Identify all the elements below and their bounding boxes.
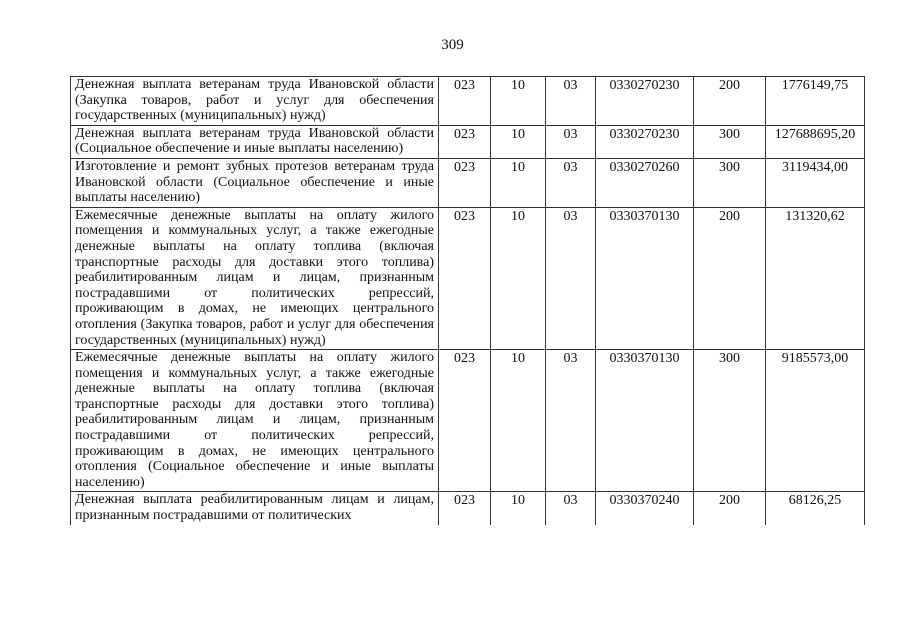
section-code: 10 bbox=[491, 125, 546, 158]
ministry-code: 023 bbox=[439, 158, 491, 207]
section-code: 10 bbox=[491, 350, 546, 492]
expense-name: Денежная выплата реабилитированным лицам и лицам, признанным пострадавшими от политических bbox=[71, 492, 439, 526]
ministry-code: 023 bbox=[439, 125, 491, 158]
subsection-code: 03 bbox=[546, 77, 596, 126]
target-article-code: 0330270230 bbox=[596, 125, 694, 158]
amount: 3119434,00 bbox=[766, 158, 865, 207]
subsection-code: 03 bbox=[546, 207, 596, 349]
table-row bbox=[71, 492, 865, 526]
expense-name: Ежемесячные денежные выплаты на оплату жилого помещения и коммунальных услуг, а также ежегодные денежные выплаты на оплату топлива (включая транспортные расходы для доставки этого топлива) реабилитированным лицам и лицам, признанным пострадавшими от политических репрессий, проживающим в домах, не имеющих центрального отопления (Закупка товаров, работ и услуг для обеспечения государственных (муниципальных) нужд) bbox=[71, 207, 439, 349]
table-row bbox=[71, 350, 865, 492]
subsection-code: 03 bbox=[546, 158, 596, 207]
expense-type-code: 300 bbox=[694, 350, 766, 492]
section-code: 10 bbox=[491, 158, 546, 207]
ministry-code: 023 bbox=[439, 350, 491, 492]
ministry-code: 023 bbox=[439, 207, 491, 349]
expense-name: Изготовление и ремонт зубных протезов ветеранам труда Ивановской области (Социальное обеспечение и иные выплаты населению) bbox=[71, 158, 439, 207]
section-code: 10 bbox=[491, 492, 546, 526]
amount: 9185573,00 bbox=[766, 350, 865, 492]
amount: 1776149,75 bbox=[766, 77, 865, 126]
page-number: 309 bbox=[441, 37, 464, 53]
table-row bbox=[71, 77, 865, 126]
expense-type-code: 200 bbox=[694, 77, 766, 126]
section-code: 10 bbox=[491, 77, 546, 126]
amount: 131320,62 bbox=[766, 207, 865, 349]
ministry-code: 023 bbox=[439, 492, 491, 526]
amount: 68126,25 bbox=[766, 492, 865, 526]
expense-name: Денежная выплата ветеранам труда Ивановской области (Закупка товаров, работ и услуг для обеспечения государственных (муниципальных) нужд) bbox=[71, 77, 439, 126]
subsection-code: 03 bbox=[546, 492, 596, 526]
table-row bbox=[71, 207, 865, 349]
amount: 127688695,20 bbox=[766, 125, 865, 158]
target-article-code: 0330270260 bbox=[596, 158, 694, 207]
expense-type-code: 200 bbox=[694, 492, 766, 526]
ministry-code: 023 bbox=[439, 77, 491, 126]
expense-type-code: 300 bbox=[694, 158, 766, 207]
target-article-code: 0330370240 bbox=[596, 492, 694, 526]
budget-table bbox=[70, 76, 865, 525]
target-article-code: 0330270230 bbox=[596, 77, 694, 126]
expense-name: Ежемесячные денежные выплаты на оплату жилого помещения и коммунальных услуг, а также ежегодные денежные выплаты на оплату топлива (включая транспортные расходы для доставки этого топлива) реабилитированным лицам и лицам, признанным пострадавшими от политических репрессий, проживающим в домах, не имеющих центрального отопления (Социальное обеспечение и иные выплаты населению) bbox=[71, 350, 439, 492]
section-code: 10 bbox=[491, 207, 546, 349]
subsection-code: 03 bbox=[546, 125, 596, 158]
expense-type-code: 300 bbox=[694, 125, 766, 158]
target-article-code: 0330370130 bbox=[596, 207, 694, 349]
expense-name: Денежная выплата ветеранам труда Ивановской области (Социальное обеспечение и иные выплаты населению) bbox=[71, 125, 439, 158]
subsection-code: 03 bbox=[546, 350, 596, 492]
expense-type-code: 200 bbox=[694, 207, 766, 349]
table-row bbox=[71, 158, 865, 207]
table-row bbox=[71, 125, 865, 158]
target-article-code: 0330370130 bbox=[596, 350, 694, 492]
